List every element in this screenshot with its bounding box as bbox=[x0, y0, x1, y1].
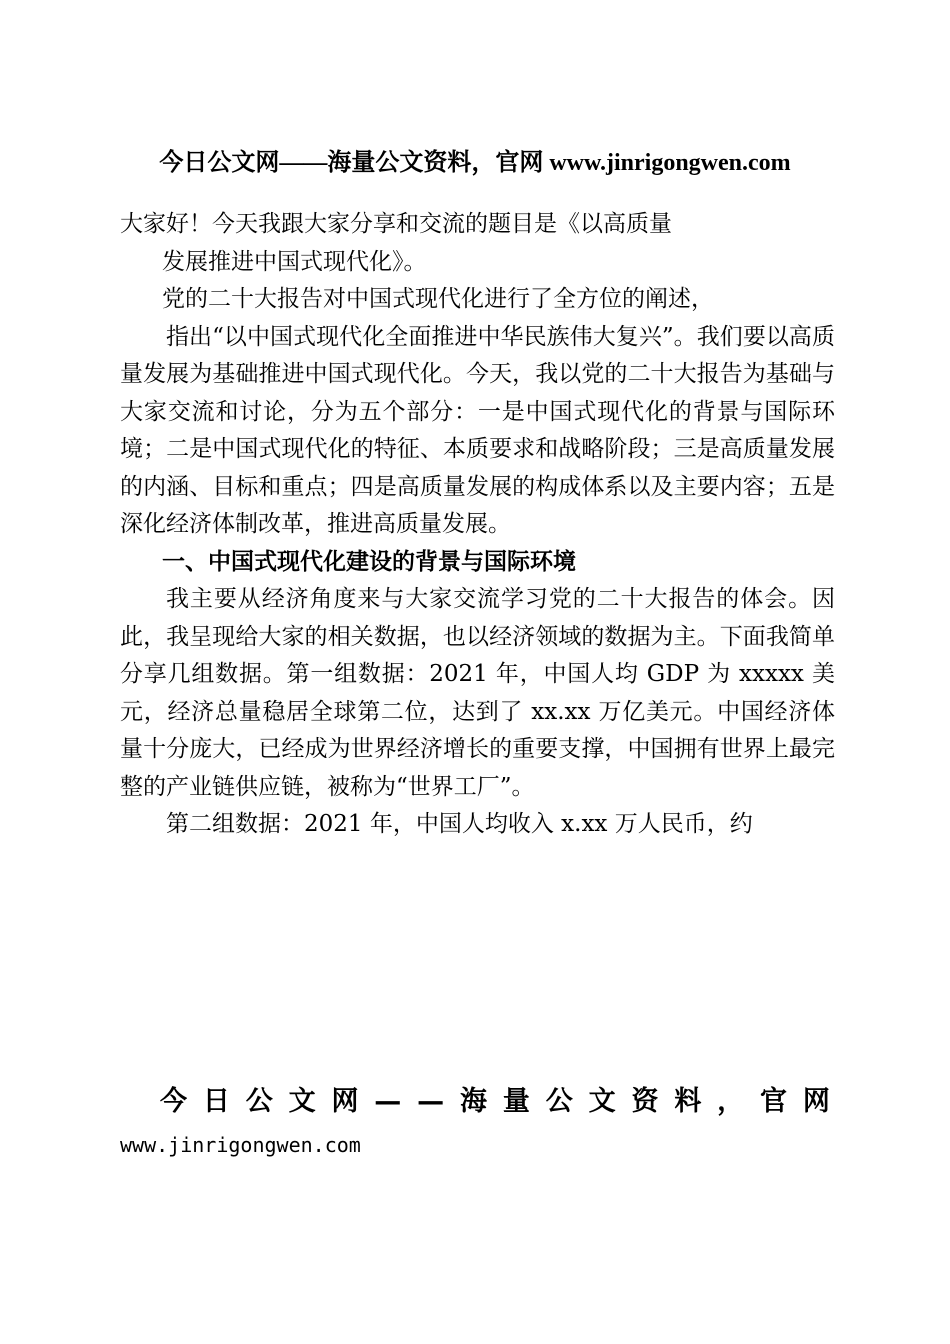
footer-char: ， bbox=[717, 1086, 745, 1117]
footer-char: 量 bbox=[502, 1086, 530, 1117]
footer-char: 文 bbox=[588, 1086, 616, 1117]
paragraph-1-first-line: 党的二十大报告对中国式现代化进行了全方位的阐述， bbox=[162, 286, 714, 312]
section-heading-1: 一、中国式现代化建设的背景与国际环境 bbox=[162, 548, 576, 575]
footer-url: www.jinrigongwen.com bbox=[120, 1133, 361, 1157]
document-body bbox=[120, 206, 835, 844]
footer-char: 官 bbox=[760, 1086, 788, 1117]
paragraph-2: 我主要从经济角度来与大家交流学习党的二十大报告的体会。因此，我呈现给大家的相关数据，也以经济领域的数据为主。下面我简单分享几组数据。第一组数据：2021 年，中国人均 GDP 为 xxxxx 美元，经济总量稳居全球第二位，达到了 xx.xx 万亿美元。中国经济体量十分庞大，已经成为世界经济增长的重要支撑，中国拥有世界上最完整的产业链供应链，被称为“世界工厂”。 bbox=[120, 586, 835, 800]
paragraph-1: 指出“以中国式现代化全面推进中华民族伟大复兴”。我们要以高质量发展为基础推进中国式现代化。今天，我以党的二十大报告为基础与大家交流和讨论，分为五个部分：一是中国式现代化的背景与国际环境；二是中国式现代化的特征、本质要求和战略阶段；三是高质量发展的内涵、目标和重点；四是高质量发展的构成体系以及主要内容；五是深化经济体制改革，推进高质量发展。 bbox=[120, 323, 835, 537]
paragraph-3: 第二组数据：2021 年，中国人均收入 x.xx 万人民币，约 bbox=[166, 811, 753, 837]
page-footer bbox=[120, 1082, 830, 1162]
footer-char: 网 bbox=[802, 1086, 830, 1117]
footer-title bbox=[120, 1082, 830, 1122]
footer-char: 资 bbox=[631, 1086, 659, 1117]
intro-line-2: 发展推进中国式现代化》。 bbox=[162, 248, 427, 275]
footer-char: 料 bbox=[674, 1086, 702, 1117]
footer-char: 今 bbox=[160, 1086, 187, 1117]
footer-char: 日 bbox=[202, 1086, 230, 1117]
footer-char: 文 bbox=[288, 1086, 316, 1117]
footer-char: — bbox=[374, 1086, 402, 1117]
footer-char: 海 bbox=[460, 1086, 488, 1117]
footer-char: 网 bbox=[331, 1086, 359, 1117]
footer-char: — bbox=[417, 1086, 445, 1117]
intro-line-1: 大家好！今天我跟大家分享和交流的题目是《以高质量 bbox=[120, 211, 672, 237]
page-header: 今日公文网——海量公文资料，官网 www.jinrigongwen.com bbox=[159, 150, 791, 176]
footer-char: 公 bbox=[545, 1086, 573, 1117]
footer-char: 公 bbox=[245, 1086, 273, 1117]
